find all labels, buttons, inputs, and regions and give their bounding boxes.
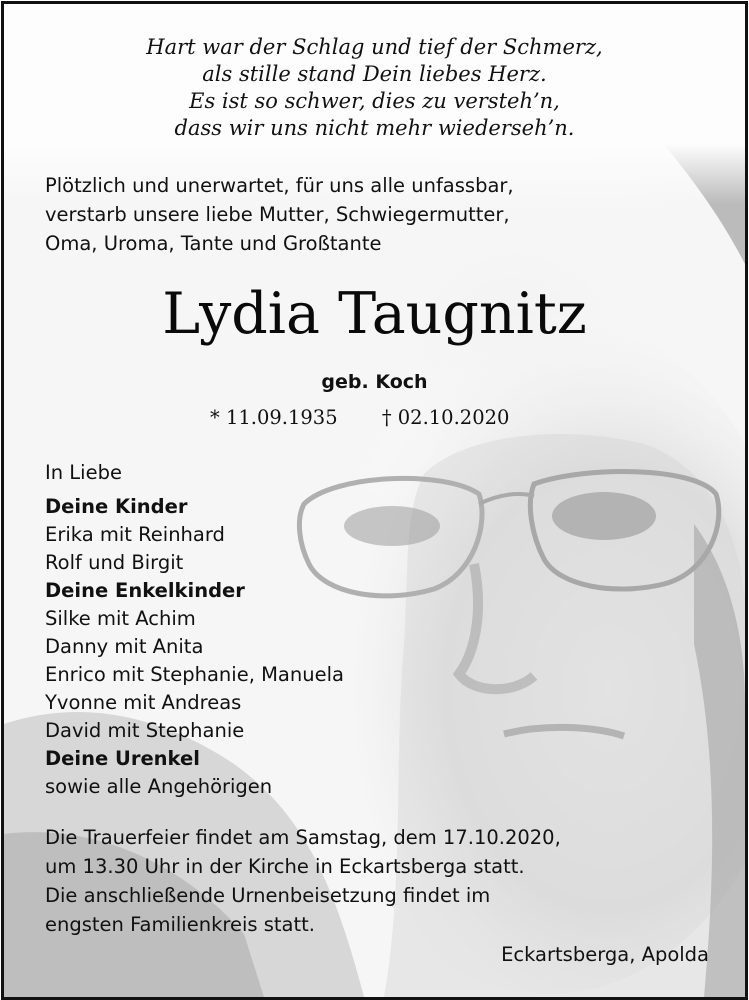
- list-item: Danny mit Anita: [45, 635, 204, 658]
- death-date: † 02.10.2020: [381, 406, 510, 429]
- list-item: Erika mit Reinhard: [45, 523, 225, 546]
- intro-line: verstarb unsere liebe Mutter, Schwiegermutter,: [45, 203, 510, 226]
- closing-text: sowie alle Angehörigen: [45, 775, 273, 798]
- funeral-line: Die anschließende Urnenbeisetzung findet im: [45, 884, 491, 907]
- verse-line: dass wir uns nicht mehr wiederseh’n.: [174, 116, 575, 140]
- verse-line: Hart war der Schlag und tief der Schmerz,: [146, 35, 603, 59]
- intro-text: [45, 171, 514, 258]
- place-line: Eckartsberga, Apolda: [501, 943, 709, 966]
- great-grandchildren-heading: Deine Urenkel: [45, 747, 200, 770]
- life-dates: [210, 403, 509, 433]
- birth-date: * 11.09.1935: [210, 406, 338, 429]
- birth-name: geb. Koch: [321, 371, 428, 393]
- funeral-line: um 13.30 Uhr in der Kirche in Eckartsberga statt.: [45, 855, 525, 878]
- list-item: Silke mit Achim: [45, 607, 196, 630]
- list-item: Yvonne mit Andreas: [45, 691, 242, 714]
- funeral-line: Die Trauerfeier findet am Samstag, dem 17.10.2020,: [45, 826, 561, 849]
- verse-line: als stille stand Dein liebes Herz.: [202, 62, 547, 86]
- list-item: Rolf und Birgit: [45, 551, 184, 574]
- funeral-info: [45, 823, 561, 939]
- deceased-name: Lydia Taugnitz: [162, 281, 587, 347]
- obituary-notice: [1, 1, 748, 1000]
- family-list: [45, 459, 344, 801]
- verse: [4, 34, 745, 142]
- intro-line: Oma, Uroma, Tante und Großtante: [45, 232, 382, 255]
- verse-line: Es ist so schwer, dies zu versteh’n,: [189, 89, 560, 113]
- list-item: Enrico mit Stephanie, Manuela: [45, 663, 344, 686]
- funeral-line: engsten Familienkreis statt.: [45, 913, 315, 936]
- opening-text: In Liebe: [45, 461, 122, 484]
- intro-line: Plötzlich und unerwartet, für uns alle unfassbar,: [45, 174, 514, 197]
- children-heading: Deine Kinder: [45, 495, 188, 518]
- grandchildren-heading: Deine Enkelkinder: [45, 579, 245, 602]
- list-item: David mit Stephanie: [45, 719, 245, 742]
